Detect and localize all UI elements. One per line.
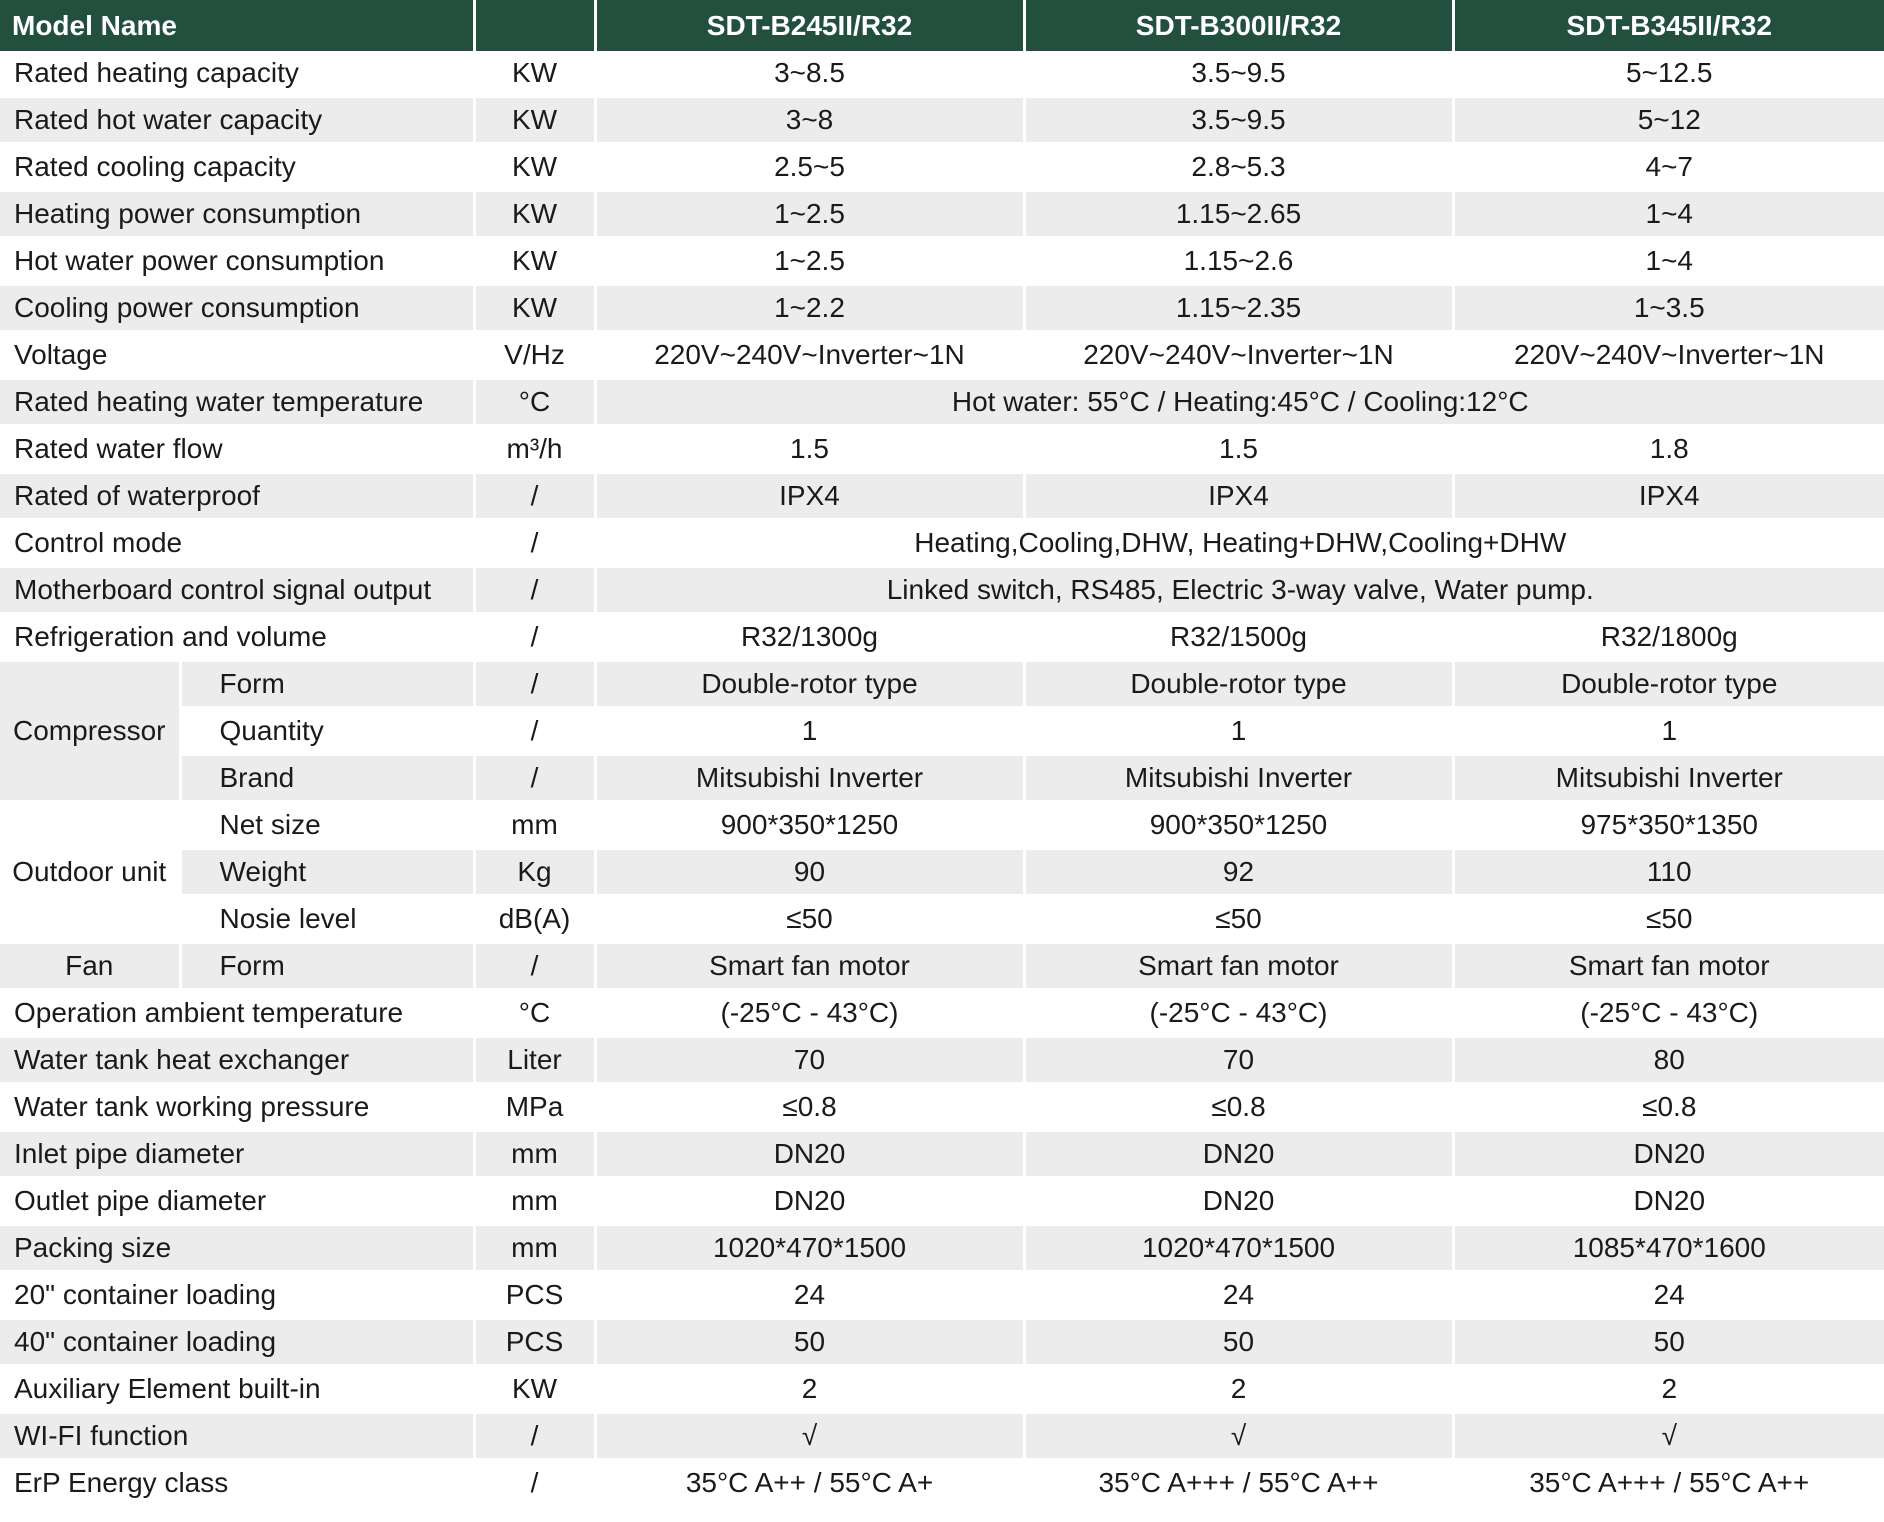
row-unit: PCS	[474, 1319, 595, 1366]
table-row	[0, 1037, 1884, 1084]
table-row	[0, 802, 1884, 849]
cell-value: 24	[1453, 1272, 1884, 1319]
row-unit: KW	[474, 238, 595, 285]
row-unit: /	[474, 520, 595, 567]
table-row	[0, 520, 1884, 567]
row-unit: mm	[474, 1178, 595, 1225]
row-label: Inlet pipe diameter	[0, 1131, 474, 1178]
cell-value: 35°C A++ / 55°C A+	[595, 1460, 1024, 1507]
cell-value: DN20	[595, 1178, 1024, 1225]
cell-value: Mitsubishi Inverter	[1024, 755, 1453, 802]
row-label: Quantity	[180, 708, 474, 755]
row-unit: Liter	[474, 1037, 595, 1084]
table-row	[0, 144, 1884, 191]
row-label: Hot water power consumption	[0, 238, 474, 285]
row-unit: /	[474, 1460, 595, 1507]
cell-value: IPX4	[1453, 473, 1884, 520]
row-unit: MPa	[474, 1084, 595, 1131]
row-unit: mm	[474, 802, 595, 849]
cell-value: 70	[595, 1037, 1024, 1084]
cell-value: 220V~240V~Inverter~1N	[1024, 332, 1453, 379]
cell-value: ≤0.8	[1453, 1084, 1884, 1131]
group-label-fan: Fan	[0, 943, 180, 990]
row-label: Refrigeration and volume	[0, 614, 474, 661]
row-label: Operation ambient temperature	[0, 990, 474, 1037]
table-row	[0, 1178, 1884, 1225]
row-label: ErP Energy class	[0, 1460, 474, 1507]
cell-value: DN20	[1453, 1131, 1884, 1178]
row-unit: °C	[474, 379, 595, 426]
row-unit: KW	[474, 285, 595, 332]
cell-value: 35°C A+++ / 55°C A++	[1453, 1460, 1884, 1507]
cell-value: ≤0.8	[1024, 1084, 1453, 1131]
cell-value: 3~8	[595, 97, 1024, 144]
cell-value: ≤50	[1453, 896, 1884, 943]
row-label: Weight	[180, 849, 474, 896]
row-unit: /	[474, 614, 595, 661]
header-model-name: Model Name	[0, 0, 474, 51]
row-label: Rated cooling capacity	[0, 144, 474, 191]
table-row	[0, 473, 1884, 520]
cell-value: 1~2.5	[595, 238, 1024, 285]
table-row	[0, 896, 1884, 943]
cell-value: Mitsubishi Inverter	[595, 755, 1024, 802]
table-row	[0, 379, 1884, 426]
cell-value: 220V~240V~Inverter~1N	[1453, 332, 1884, 379]
cell-value: Smart fan motor	[1453, 943, 1884, 990]
cell-value: 900*350*1250	[595, 802, 1024, 849]
table-row	[0, 1413, 1884, 1460]
row-label: Water tank working pressure	[0, 1084, 474, 1131]
table-row	[0, 97, 1884, 144]
row-unit: /	[474, 1413, 595, 1460]
row-unit: /	[474, 567, 595, 614]
table-row	[0, 1366, 1884, 1413]
cell-value: 3.5~9.5	[1024, 97, 1453, 144]
cell-value: DN20	[595, 1131, 1024, 1178]
table-row	[0, 755, 1884, 802]
row-label: Form	[180, 661, 474, 708]
cell-value: 1.5	[1024, 426, 1453, 473]
cell-value: 1~4	[1453, 238, 1884, 285]
cell-value: 4~7	[1453, 144, 1884, 191]
row-label: Packing size	[0, 1225, 474, 1272]
cell-value: Mitsubishi Inverter	[1453, 755, 1884, 802]
cell-value: 5~12	[1453, 97, 1884, 144]
cell-value: IPX4	[1024, 473, 1453, 520]
cell-value: DN20	[1024, 1178, 1453, 1225]
cell-value: 5~12.5	[1453, 51, 1884, 97]
cell-value: 1020*470*1500	[595, 1225, 1024, 1272]
row-unit: KW	[474, 144, 595, 191]
cell-value: 1.5	[595, 426, 1024, 473]
row-label: Nosie level	[180, 896, 474, 943]
cell-value: 975*350*1350	[1453, 802, 1884, 849]
cell-value: IPX4	[595, 473, 1024, 520]
row-label: Motherboard control signal output	[0, 567, 474, 614]
group-label-outdoor-unit: Outdoor unit	[0, 802, 180, 943]
cell-value: √	[595, 1413, 1024, 1460]
cell-value: 1.15~2.65	[1024, 191, 1453, 238]
cell-value: 1085*470*1600	[1453, 1225, 1884, 1272]
row-unit: KW	[474, 1366, 595, 1413]
header-model-2: SDT-B300II/R32	[1024, 0, 1453, 51]
row-unit: KW	[474, 51, 595, 97]
table-row	[0, 285, 1884, 332]
cell-value: 110	[1453, 849, 1884, 896]
row-label: Rated hot water capacity	[0, 97, 474, 144]
cell-value: DN20	[1024, 1131, 1453, 1178]
cell-value: 1~2.2	[595, 285, 1024, 332]
cell-value: 1	[595, 708, 1024, 755]
header-model-1: SDT-B245II/R32	[595, 0, 1024, 51]
table-row	[0, 661, 1884, 708]
cell-value: Smart fan motor	[595, 943, 1024, 990]
cell-value: ≤50	[595, 896, 1024, 943]
cell-value: Double-rotor type	[1453, 661, 1884, 708]
table-row	[0, 614, 1884, 661]
table-row	[0, 1084, 1884, 1131]
cell-value: ≤0.8	[595, 1084, 1024, 1131]
row-unit: mm	[474, 1225, 595, 1272]
cell-value: 24	[595, 1272, 1024, 1319]
row-label: Brand	[180, 755, 474, 802]
cell-value: R32/1300g	[595, 614, 1024, 661]
row-label: 40" container loading	[0, 1319, 474, 1366]
cell-value: 50	[595, 1319, 1024, 1366]
cell-value: 2.5~5	[595, 144, 1024, 191]
cell-value: 2	[595, 1366, 1024, 1413]
table-row	[0, 1131, 1884, 1178]
cell-value: Double-rotor type	[595, 661, 1024, 708]
cell-merged-value: Heating,Cooling,DHW, Heating+DHW,Cooling+DHW	[595, 520, 1884, 567]
table-row	[0, 191, 1884, 238]
cell-value: R32/1500g	[1024, 614, 1453, 661]
cell-value: 1.8	[1453, 426, 1884, 473]
cell-merged-value: Linked switch, RS485, Electric 3-way valve, Water pump.	[595, 567, 1884, 614]
table-row	[0, 332, 1884, 379]
row-label: Rated heating water temperature	[0, 379, 474, 426]
table-row	[0, 51, 1884, 97]
row-unit: /	[474, 708, 595, 755]
cell-value: (-25°C - 43°C)	[595, 990, 1024, 1037]
cell-value: DN20	[1453, 1178, 1884, 1225]
cell-value: 2	[1024, 1366, 1453, 1413]
row-unit: °C	[474, 990, 595, 1037]
cell-value: 1020*470*1500	[1024, 1225, 1453, 1272]
cell-value: 80	[1453, 1037, 1884, 1084]
cell-value: 24	[1024, 1272, 1453, 1319]
cell-value: (-25°C - 43°C)	[1024, 990, 1453, 1037]
row-unit: /	[474, 755, 595, 802]
cell-merged-value: Hot water: 55°C / Heating:45°C / Cooling:12°C	[595, 379, 1884, 426]
cell-value: 3~8.5	[595, 51, 1024, 97]
table-row	[0, 426, 1884, 473]
table-row	[0, 943, 1884, 990]
row-label: Form	[180, 943, 474, 990]
cell-value: 35°C A+++ / 55°C A++	[1024, 1460, 1453, 1507]
table-row	[0, 1225, 1884, 1272]
cell-value: 90	[595, 849, 1024, 896]
cell-value: ≤50	[1024, 896, 1453, 943]
cell-value: 1~3.5	[1453, 285, 1884, 332]
cell-value: Double-rotor type	[1024, 661, 1453, 708]
table-row	[0, 990, 1884, 1037]
cell-value: 3.5~9.5	[1024, 51, 1453, 97]
table-row	[0, 1272, 1884, 1319]
cell-value: 1	[1024, 708, 1453, 755]
table-row	[0, 1319, 1884, 1366]
group-label-compressor: Compressor	[0, 661, 180, 802]
cell-value: 1.15~2.6	[1024, 238, 1453, 285]
row-label: Heating power consumption	[0, 191, 474, 238]
cell-value: 1~4	[1453, 191, 1884, 238]
table-row	[0, 238, 1884, 285]
row-unit: KW	[474, 191, 595, 238]
row-unit: V/Hz	[474, 332, 595, 379]
cell-value: 1~2.5	[595, 191, 1024, 238]
row-label: WI-FI function	[0, 1413, 474, 1460]
row-unit: KW	[474, 97, 595, 144]
cell-value: Smart fan motor	[1024, 943, 1453, 990]
table-row	[0, 708, 1884, 755]
row-unit: dB(A)	[474, 896, 595, 943]
cell-value: √	[1024, 1413, 1453, 1460]
row-label: Net size	[180, 802, 474, 849]
row-unit: /	[474, 943, 595, 990]
row-unit: /	[474, 473, 595, 520]
row-label: Voltage	[0, 332, 474, 379]
row-label: 20" container loading	[0, 1272, 474, 1319]
header-model-3: SDT-B345II/R32	[1453, 0, 1884, 51]
cell-value: 50	[1453, 1319, 1884, 1366]
row-unit: PCS	[474, 1272, 595, 1319]
header-unit	[474, 0, 595, 51]
row-unit: m³/h	[474, 426, 595, 473]
table-row	[0, 567, 1884, 614]
row-unit: /	[474, 661, 595, 708]
cell-value: 220V~240V~Inverter~1N	[595, 332, 1024, 379]
cell-value: √	[1453, 1413, 1884, 1460]
cell-value: 1.15~2.35	[1024, 285, 1453, 332]
cell-value: 92	[1024, 849, 1453, 896]
row-label: Water tank heat exchanger	[0, 1037, 474, 1084]
cell-value: (-25°C - 43°C)	[1453, 990, 1884, 1037]
cell-value: 70	[1024, 1037, 1453, 1084]
row-unit: Kg	[474, 849, 595, 896]
header-row	[0, 0, 1884, 51]
row-label: Rated water flow	[0, 426, 474, 473]
row-label: Control mode	[0, 520, 474, 567]
table-row	[0, 1460, 1884, 1507]
cell-value: 2	[1453, 1366, 1884, 1413]
row-label: Auxiliary Element built-in	[0, 1366, 474, 1413]
row-label: Outlet pipe diameter	[0, 1178, 474, 1225]
cell-value: 50	[1024, 1319, 1453, 1366]
cell-value: 1	[1453, 708, 1884, 755]
row-label: Rated of waterproof	[0, 473, 474, 520]
cell-value: R32/1800g	[1453, 614, 1884, 661]
row-unit: mm	[474, 1131, 595, 1178]
row-label: Rated heating capacity	[0, 51, 474, 97]
table-row	[0, 849, 1884, 896]
cell-value: 2.8~5.3	[1024, 144, 1453, 191]
row-label: Cooling power consumption	[0, 285, 474, 332]
cell-value: 900*350*1250	[1024, 802, 1453, 849]
